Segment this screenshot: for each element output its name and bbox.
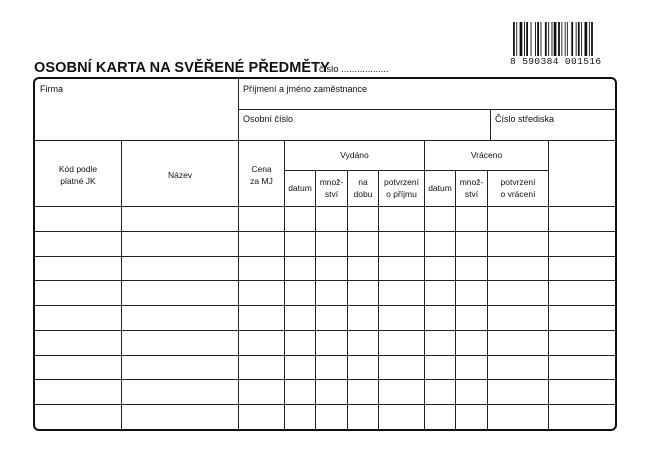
field-personal-number[interactable]: Osobní číslo — [243, 114, 294, 124]
barcode-number: 8 590384 001516 — [510, 56, 620, 67]
column-header-returned-date: datum — [428, 183, 452, 193]
column-header-issued-date: datum — [288, 183, 312, 193]
column-group-issued: Vydáno — [340, 150, 369, 160]
divider — [238, 79, 239, 140]
divider — [238, 109, 617, 110]
table-row-divider — [35, 305, 617, 306]
field-employee-name[interactable]: Příjmení a jméno zaměstnance — [243, 84, 368, 94]
field-cost-center[interactable]: Číslo střediska — [495, 114, 555, 124]
personal-card-form — [33, 77, 617, 431]
column-group-returned: Vráceno — [470, 150, 503, 160]
table-row-divider — [35, 404, 617, 405]
table-column-divider — [424, 140, 425, 429]
table-column-divider — [455, 170, 456, 429]
table-column-divider — [284, 140, 285, 429]
column-header-returned-quantity: množ- ství — [459, 177, 484, 199]
table-column-divider — [121, 140, 122, 429]
column-header-period: na dobu — [353, 177, 373, 199]
table-column-divider — [315, 170, 316, 429]
card-number-label: číslo .................. — [319, 64, 389, 75]
column-header-name: Název — [167, 170, 193, 180]
table-row-divider — [35, 231, 617, 232]
table-column-divider — [378, 170, 379, 429]
divider — [35, 140, 617, 141]
divider — [490, 109, 491, 140]
table-row-divider — [35, 280, 617, 281]
divider — [284, 170, 548, 171]
column-header-return-confirmation: potvrzení o vrácení — [500, 177, 536, 199]
field-firma[interactable]: Firma — [40, 84, 63, 94]
table-column-divider — [487, 170, 488, 429]
table-row-divider — [35, 256, 617, 257]
table-row-divider — [35, 330, 617, 331]
column-header-receipt-confirmation: potvrzení o příjmu — [384, 177, 419, 199]
column-header-code: Kód podle platné JK — [58, 164, 98, 186]
table-row-divider — [35, 379, 617, 380]
table-column-divider — [347, 170, 348, 429]
table-column-divider — [238, 140, 239, 429]
page-title: OSOBNÍ KARTA NA SVĚŘENÉ PŘEDMĚTY — [34, 60, 330, 76]
column-header-price: Cena za MJ — [250, 164, 273, 186]
divider — [35, 206, 617, 207]
column-header-issued-quantity: množ- ství — [319, 177, 344, 199]
table-row-divider — [35, 355, 617, 356]
table-column-divider — [548, 140, 549, 429]
